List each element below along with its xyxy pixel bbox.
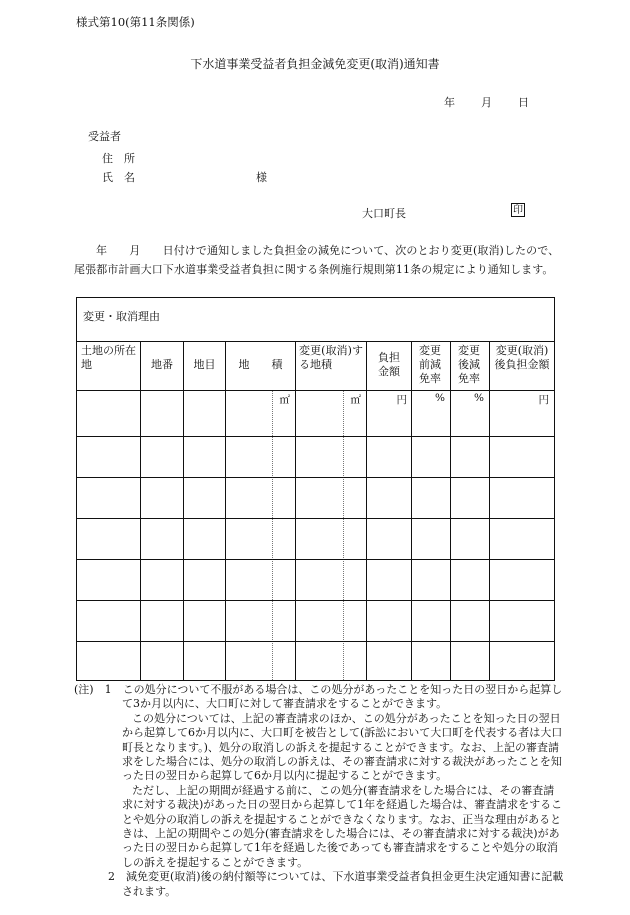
form-number: 様式第10(第11条関係) xyxy=(76,15,195,29)
notes-section xyxy=(74,683,564,899)
row-divider xyxy=(77,559,554,560)
column-divider xyxy=(225,342,226,680)
unit-changed-area: ㎡ xyxy=(350,394,361,406)
row-divider xyxy=(77,390,554,391)
column-divider xyxy=(411,342,412,680)
note-1-para-3: ただし、上記の期間が経過する前に、この処分(審査請求をした場合には、その審査請求に対する裁決)があった日の翌日から起算して1年を経過した場合は、審査請求をすることや処分の取消しの訴えを提起することができなくなります。なお、正当な理由があるときは、上記の期間やこの処分(審査請求をした場合には、その審査請求に対する裁決)があった日の翌日から起算して1年を経過した後であっても審査請求をすることや処分の取消しの訴えを提起することができます。 xyxy=(122,783,563,869)
unit-new-charge: 円 xyxy=(538,394,549,406)
reason-label: 変更・取消理由 xyxy=(83,310,160,323)
date-line xyxy=(444,94,529,110)
row-divider xyxy=(77,477,554,478)
row-divider xyxy=(77,518,554,519)
note-2: 2 減免変更(取消)後の納付額等については、下水道事業受益者負担金更生決定通知書に記載されます。 xyxy=(108,870,564,898)
header-land-category: 地目 xyxy=(193,358,216,371)
header-charge-amount: 負担金額 xyxy=(378,351,400,378)
column-divider xyxy=(140,342,141,680)
column-divider xyxy=(489,342,490,680)
seal-mark: 印 xyxy=(513,205,523,216)
land-table xyxy=(76,297,555,681)
unit-rate-before: % xyxy=(435,392,445,404)
unit-charge: 円 xyxy=(396,394,407,406)
recipient-label: 受益者 xyxy=(88,130,121,143)
header-rate-after: 変更後減免率 xyxy=(458,344,480,385)
column-divider xyxy=(450,342,451,680)
date-month: 月 xyxy=(481,96,492,109)
row-divider xyxy=(77,641,554,642)
dotted-divider xyxy=(272,390,273,680)
document-title: 下水道事業受益者負担金減免変更(取消)通知書 xyxy=(190,57,440,71)
header-area: 地 積 xyxy=(238,358,283,371)
column-divider xyxy=(183,342,184,680)
unit-area: ㎡ xyxy=(279,394,290,406)
header-rate-before: 変更前減免率 xyxy=(419,344,441,385)
date-day: 日 xyxy=(518,96,529,109)
header-lot-number: 地番 xyxy=(151,358,173,371)
dotted-divider xyxy=(343,390,344,680)
note-1 xyxy=(74,683,564,712)
name-label: 氏 名 xyxy=(102,171,135,184)
row-divider xyxy=(77,600,554,601)
note-1-text: 1 この処分について不服がある場合は、この処分があったことを知った日の翌日から起算して3か月以内に、大口町に対して審査請求をすることができます。 xyxy=(104,683,563,711)
note-1-para-2: この処分については、上記の審査請求のほか、この処分があったことを知った日の翌日から起算して6か月以内に、大口町を被告として(訴訟において大口町を代表する者は大口町長となります。)、処分の取消しの訴えを提起することができます。なお、上記の審査請求をした場合には、処分の取消しの訴えは、その審査請求に対する裁決があったことを知った日の翌日から起算して6か月以内に提起することができます。 xyxy=(122,711,563,783)
header-changed-area: 変更(取消)する地積 xyxy=(299,344,363,371)
unit-rate-after: % xyxy=(474,392,484,404)
address-label: 住 所 xyxy=(102,152,135,165)
row-divider xyxy=(77,436,554,437)
header-location: 土地の所在地 xyxy=(81,344,136,371)
honorific: 様 xyxy=(256,171,267,184)
header-new-charge: 変更(取消)後負担金額 xyxy=(494,344,550,371)
intro-paragraph: 年 月 日付けで通知しました負担金の減免について、次のとおり変更(取消)したので、尾張都市計画大口下水道事業受益者負担に関する条例施行規則第11条の規定により通知します。 xyxy=(74,244,560,276)
date-year: 年 xyxy=(444,96,455,109)
column-divider xyxy=(295,342,296,680)
reason-row xyxy=(77,298,554,342)
issuer-title: 大口町長 xyxy=(362,207,406,220)
notes-label: (注) xyxy=(74,683,94,696)
column-divider xyxy=(366,342,367,680)
